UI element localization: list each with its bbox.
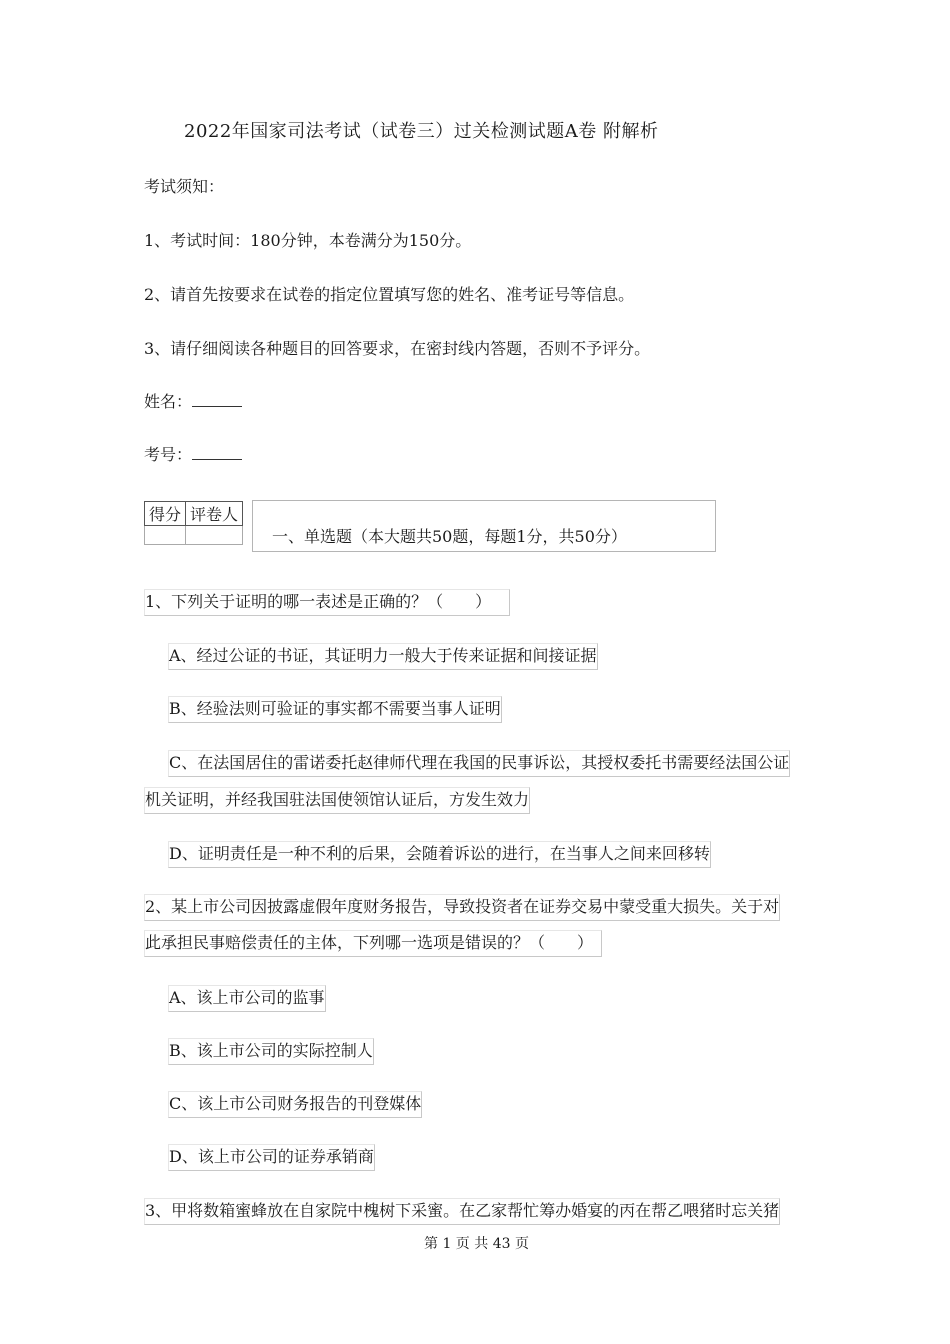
question-3-stem-line1: 3、甲将数箱蜜蜂放在自家院中槐树下采蜜。在乙家帮忙筹办婚宴的丙在帮乙喂猪时忘关猪 [144, 1198, 780, 1225]
id-label: 考号： [144, 445, 193, 464]
name-label: 姓名： [144, 392, 193, 411]
question-1-option-b: B、经验法则可验证的事实都不需要当事人证明 [168, 696, 502, 723]
question-2-option-c: C、该上市公司财务报告的刊登媒体 [168, 1091, 422, 1118]
question-2-option-d: D、该上市公司的证券承销商 [168, 1144, 375, 1171]
question-2-option-a: A、该上市公司的监事 [168, 985, 326, 1012]
notice-item-1: 1、考试时间：180分钟，本卷满分为150分。 [144, 231, 472, 250]
question-1-option-d: D、证明责任是一种不利的后果，会随着诉讼的进行，在当事人之间来回移转 [168, 841, 711, 868]
notice-item-3: 3、请仔细阅读各种题目的回答要求，在密封线内答题，否则不予评分。 [144, 339, 651, 358]
question-1-option-c-line2: 机关证明，并经我国驻法国使领馆认证后，方发生效力 [144, 787, 530, 814]
score-table [144, 501, 243, 545]
notice-heading: 考试须知： [144, 177, 225, 196]
name-field [144, 392, 242, 412]
grader-header: 评卷人 [186, 502, 243, 526]
grader-cell[interactable] [186, 526, 243, 545]
page-title: 2022年国家司法考试（试卷三）过关检测试题A卷 附解析 [184, 121, 659, 142]
notice-item-2: 2、请首先按要求在试卷的指定位置填写您的姓名、准考证号等信息。 [144, 285, 635, 304]
score-header: 得分 [145, 502, 186, 526]
question-1-stem: 1、下列关于证明的哪一表述是正确的？（ ） [144, 589, 510, 616]
section-title: 一、单选题（本大题共50题，每题1分，共50分） [272, 527, 627, 546]
question-2-stem-line2: 此承担民事赔偿责任的主体，下列哪一选项是错误的？（ ） [144, 930, 602, 957]
id-field [144, 445, 242, 465]
question-1-option-c-line1: C、在法国居住的雷诺委托赵律师代理在我国的民事诉讼，其授权委托书需要经法国公证 [168, 750, 790, 777]
question-2-stem-line1: 2、某上市公司因披露虚假年度财务报告，导致投资者在证券交易中蒙受重大损失。关于对 [144, 894, 780, 921]
page-footer: 第 1 页 共 43 页 [424, 1236, 529, 1252]
score-cell[interactable] [145, 526, 186, 545]
question-2-option-b: B、该上市公司的实际控制人 [168, 1038, 374, 1065]
id-blank[interactable] [192, 445, 242, 460]
question-1-option-a: A、经过公证的书证，其证明力一般大于传来证据和间接证据 [168, 643, 598, 670]
name-blank[interactable] [192, 392, 242, 407]
